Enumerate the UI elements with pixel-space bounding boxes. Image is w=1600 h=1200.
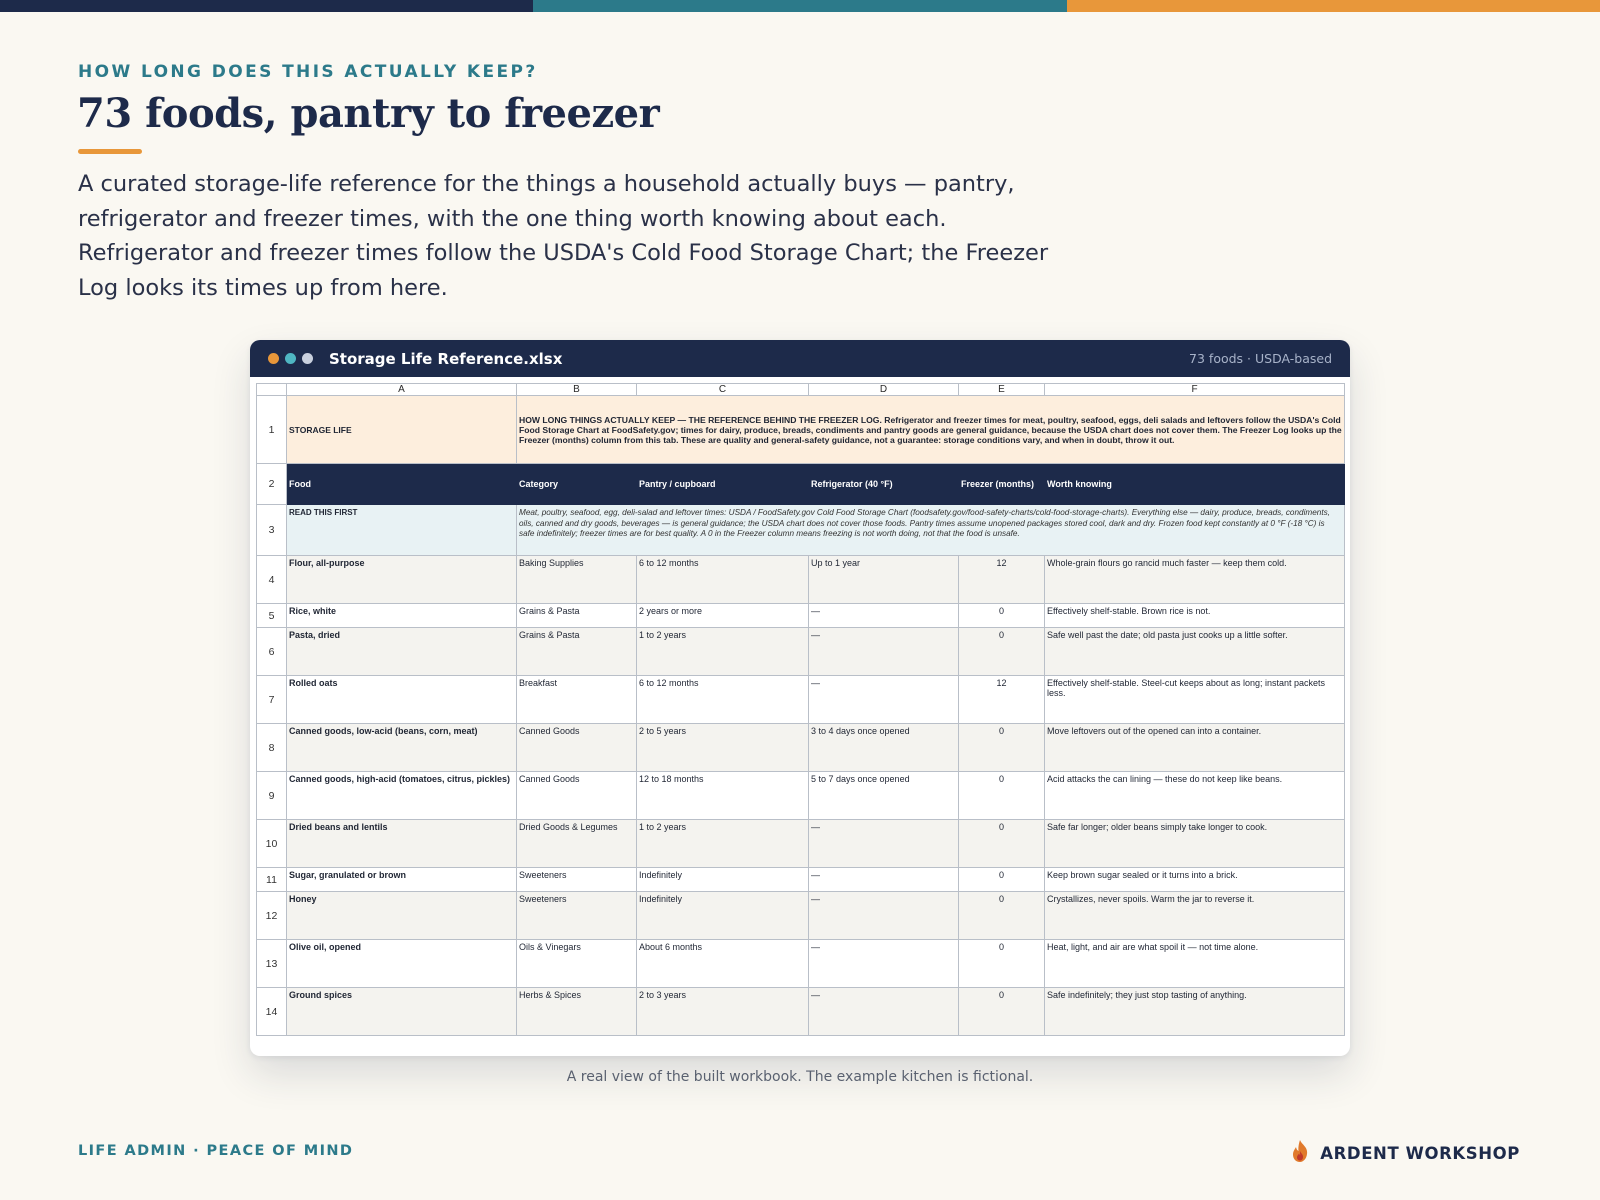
cell-freezer[interactable]: 0 xyxy=(959,604,1045,628)
header-cell-category[interactable]: Category xyxy=(517,464,637,505)
cell-pantry[interactable]: 2 to 3 years xyxy=(637,988,809,1036)
cell-category[interactable]: Oils & Vinegars xyxy=(517,940,637,988)
column-header-a[interactable]: A xyxy=(287,384,517,396)
eyebrow: HOW LONG DOES THIS ACTUALLY KEEP? xyxy=(78,62,538,82)
table-row xyxy=(257,940,1345,988)
cell-food[interactable]: Flour, all-purpose xyxy=(287,556,517,604)
table-row xyxy=(257,556,1345,604)
cell-pantry[interactable]: About 6 months xyxy=(637,940,809,988)
cell-refrigerator[interactable]: 5 to 7 days once opened xyxy=(809,772,959,820)
cell-pantry[interactable]: 12 to 18 months xyxy=(637,772,809,820)
row-number[interactable]: 12 xyxy=(257,892,287,940)
cell-freezer[interactable]: 0 xyxy=(959,772,1045,820)
cell-category[interactable]: Herbs & Spices xyxy=(517,988,637,1036)
title-underline xyxy=(78,149,142,154)
cell-worth-knowing[interactable]: Acid attacks the can lining — these do not keep like beans. xyxy=(1045,772,1345,820)
cell-category[interactable]: Baking Supplies xyxy=(517,556,637,604)
cell-food[interactable]: Honey xyxy=(287,892,517,940)
column-header-b[interactable]: B xyxy=(517,384,637,396)
column-header-e[interactable]: E xyxy=(959,384,1045,396)
read-first-row xyxy=(257,505,1345,556)
cell-freezer[interactable]: 0 xyxy=(959,724,1045,772)
column-header-row xyxy=(257,384,1345,396)
window-meta: 73 foods · USDA-based xyxy=(1189,351,1332,366)
accent-segment-teal xyxy=(533,0,1066,12)
window-titlebar xyxy=(250,340,1350,377)
row-number[interactable]: 1 xyxy=(257,396,287,464)
spreadsheet-window xyxy=(250,340,1350,1056)
read-first-text: Meat, poultry, seafood, egg, deli-salad and leftover times: USDA / FoodSafety.gov Cold Food Storage Chart (foodsafety.gov/food-safety-charts/cold-food-storage-charts). Everything else — dairy, produce, breads, condiments, oils, canned and dry goods, beverages — is general guidance; the USDA chart does not cover those foods. Pantry times assume unopened packages stored cool, dark and dry. Frozen food kept constantly at 0 °F (-18 °C) is safe indefinitely; freezer times are for best quality. A 0 in the Freezer column means freezing is not worth doing, not that the food is unsafe. xyxy=(519,508,1330,538)
cell-refrigerator[interactable]: — xyxy=(809,892,959,940)
cell-freezer[interactable]: 12 xyxy=(959,556,1045,604)
cell-food[interactable]: Canned goods, high-acid (tomatoes, citrus, pickles) xyxy=(287,772,517,820)
cell-pantry[interactable]: 6 to 12 months xyxy=(637,556,809,604)
cell-refrigerator[interactable]: — xyxy=(809,820,959,868)
table-row xyxy=(257,892,1345,940)
brand[interactable] xyxy=(1290,1139,1520,1168)
window-dot-teal[interactable] xyxy=(285,353,296,364)
accent-segment-navy xyxy=(0,0,533,12)
brand-name: ARDENT WORKSHOP xyxy=(1320,1144,1520,1163)
cell-refrigerator[interactable]: — xyxy=(809,604,959,628)
cell-freezer[interactable]: 0 xyxy=(959,820,1045,868)
cell-food[interactable]: Canned goods, low-acid (beans, corn, meat) xyxy=(287,724,517,772)
cell-pantry[interactable]: 6 to 12 months xyxy=(637,676,809,724)
cell-worth-knowing[interactable]: Safe well past the date; old pasta just cooks up a little softer. xyxy=(1045,628,1345,676)
cell-category[interactable]: Grains & Pasta xyxy=(517,604,637,628)
cell-worth-knowing[interactable]: Effectively shelf-stable. Brown rice is not. xyxy=(1045,604,1345,628)
cell-worth-knowing[interactable]: Crystallizes, never spoils. Warm the jar to reverse it. xyxy=(1045,892,1345,940)
column-header-f[interactable]: F xyxy=(1045,384,1345,396)
header-cell-worth-knowing[interactable]: Worth knowing xyxy=(1045,464,1345,505)
table-row xyxy=(257,772,1345,820)
cell-refrigerator[interactable]: Up to 1 year xyxy=(809,556,959,604)
cell-refrigerator[interactable]: — xyxy=(809,676,959,724)
cell-food[interactable]: Sugar, granulated or brown xyxy=(287,868,517,892)
footer-tagline: LIFE ADMIN · PEACE OF MIND xyxy=(78,1143,354,1159)
header-cell-refrigerator[interactable]: Refrigerator (40 °F) xyxy=(809,464,959,505)
column-header-d[interactable]: D xyxy=(809,384,959,396)
cell-pantry[interactable]: 1 to 2 years xyxy=(637,820,809,868)
row-number[interactable]: 14 xyxy=(257,988,287,1036)
corner-cell[interactable] xyxy=(257,384,287,396)
intro-paragraph: A curated storage-life reference for the things a household actually buys — pantry, refrigerator and freezer times, with the one thing worth knowing about each. Refrigerator and freezer times follow the USDA's Cold Food Storage Chart; the Freezer Log looks its times up from here. xyxy=(78,171,1049,301)
page-title: 73 foods, pantry to freezer xyxy=(77,90,660,137)
spreadsheet-grid xyxy=(256,383,1344,1036)
row-number[interactable]: 4 xyxy=(257,556,287,604)
cell-category[interactable]: Sweeteners xyxy=(517,868,637,892)
cell[interactable] xyxy=(517,505,1345,556)
cell-worth-knowing[interactable]: Effectively shelf-stable. Steel-cut keeps about as long; instant packets less. xyxy=(1045,676,1345,724)
cell-worth-knowing[interactable]: Move leftovers out of the opened can into a container. xyxy=(1045,724,1345,772)
row-number[interactable]: 11 xyxy=(257,868,287,892)
cell-pantry[interactable]: 1 to 2 years xyxy=(637,628,809,676)
header-cell-freezer[interactable]: Freezer (months) xyxy=(959,464,1045,505)
cell[interactable] xyxy=(517,396,1345,464)
table-row xyxy=(257,988,1345,1036)
header-cell-pantry[interactable]: Pantry / cupboard xyxy=(637,464,809,505)
cell-worth-knowing[interactable]: Whole-grain flours go rancid much faster — keep them cold. xyxy=(1045,556,1345,604)
flame-icon xyxy=(1290,1139,1310,1168)
window-dot-orange[interactable] xyxy=(268,353,279,364)
table-row xyxy=(257,604,1345,628)
cell-category[interactable]: Grains & Pasta xyxy=(517,628,637,676)
cell-food[interactable]: Olive oil, opened xyxy=(287,940,517,988)
cell-worth-knowing[interactable]: Heat, light, and air are what spoil it — not time alone. xyxy=(1045,940,1345,988)
top-accent-bar xyxy=(0,0,1600,12)
table-row xyxy=(257,820,1345,868)
cell-food[interactable]: Dried beans and lentils xyxy=(287,820,517,868)
cell-freezer[interactable]: 0 xyxy=(959,940,1045,988)
table-row xyxy=(257,628,1345,676)
cell-food[interactable]: Ground spices xyxy=(287,988,517,1036)
row-number[interactable]: 6 xyxy=(257,628,287,676)
row-number[interactable]: 3 xyxy=(257,505,287,556)
row-number[interactable]: 5 xyxy=(257,604,287,628)
cell-worth-knowing[interactable]: Keep brown sugar sealed or it turns into a brick. xyxy=(1045,868,1345,892)
cell-category[interactable]: Canned Goods xyxy=(517,772,637,820)
sheet-intro-text: HOW LONG THINGS ACTUALLY KEEP — THE REFERENCE BEHIND THE FREEZER LOG. Refrigerator and freezer times for meat, poultry, seafood, eggs, deli salads and leftovers follow the USDA's Cold Food Storage Chart at FoodSafety.gov; times for dairy, produce, breads, condiments and pantry goods are general guidance, because the USDA chart does not cover them. The Freezer Log looks up the Freezer (months) column from this tab. These are quality and general-safety guidance, not a guarantee: storage conditions vary, and when in doubt, throw it out. xyxy=(519,414,1342,445)
column-header-c[interactable]: C xyxy=(637,384,809,396)
screenshot-caption: A real view of the built workbook. The example kitchen is fictional. xyxy=(566,1069,1034,1085)
cell-freezer[interactable]: 0 xyxy=(959,628,1045,676)
table-row xyxy=(257,868,1345,892)
cell-refrigerator[interactable]: — xyxy=(809,868,959,892)
cell-pantry[interactable]: Indefinitely xyxy=(637,868,809,892)
cell-refrigerator[interactable]: — xyxy=(809,988,959,1036)
cell-freezer[interactable]: 0 xyxy=(959,892,1045,940)
cell-freezer[interactable]: 0 xyxy=(959,868,1045,892)
row-number[interactable]: 7 xyxy=(257,676,287,724)
cell-food[interactable]: Pasta, dried xyxy=(287,628,517,676)
table-row xyxy=(257,676,1345,724)
cell-category[interactable]: Dried Goods & Legumes xyxy=(517,820,637,868)
cell-refrigerator[interactable]: — xyxy=(809,940,959,988)
cell-pantry[interactable]: 2 to 5 years xyxy=(637,724,809,772)
cell-pantry[interactable]: Indefinitely xyxy=(637,892,809,940)
sheet-title-label: STORAGE LIFE xyxy=(289,424,352,435)
row-number[interactable]: 10 xyxy=(257,820,287,868)
cell-worth-knowing[interactable]: Safe indefinitely; they just stop tasting of anything. xyxy=(1045,988,1345,1036)
cell-refrigerator[interactable]: 3 to 4 days once opened xyxy=(809,724,959,772)
row-number[interactable]: 9 xyxy=(257,772,287,820)
cell-pantry[interactable]: 2 years or more xyxy=(637,604,809,628)
cell-category[interactable]: Breakfast xyxy=(517,676,637,724)
cell-category[interactable]: Canned Goods xyxy=(517,724,637,772)
row-number[interactable]: 2 xyxy=(257,464,287,505)
window-filename: Storage Life Reference.xlsx xyxy=(329,349,563,368)
window-dot-gray[interactable] xyxy=(302,353,313,364)
cell-food[interactable]: Rolled oats xyxy=(287,676,517,724)
cell[interactable] xyxy=(287,396,517,464)
cell-refrigerator[interactable]: — xyxy=(809,628,959,676)
cell-food[interactable]: Rice, white xyxy=(287,604,517,628)
cell-freezer[interactable]: 12 xyxy=(959,676,1045,724)
table-row xyxy=(257,724,1345,772)
cell-worth-knowing[interactable]: Safe far longer; older beans simply take longer to cook. xyxy=(1045,820,1345,868)
read-first-label: READ THIS FIRST xyxy=(289,508,358,517)
table-header-row xyxy=(257,464,1345,505)
row-number[interactable]: 8 xyxy=(257,724,287,772)
accent-segment-orange xyxy=(1067,0,1600,12)
cell-category[interactable]: Sweeteners xyxy=(517,892,637,940)
header-cell-food[interactable]: Food xyxy=(287,464,517,505)
row-number[interactable]: 13 xyxy=(257,940,287,988)
sheet-title-row xyxy=(257,396,1345,464)
cell[interactable] xyxy=(287,505,517,556)
cell-freezer[interactable]: 0 xyxy=(959,988,1045,1036)
